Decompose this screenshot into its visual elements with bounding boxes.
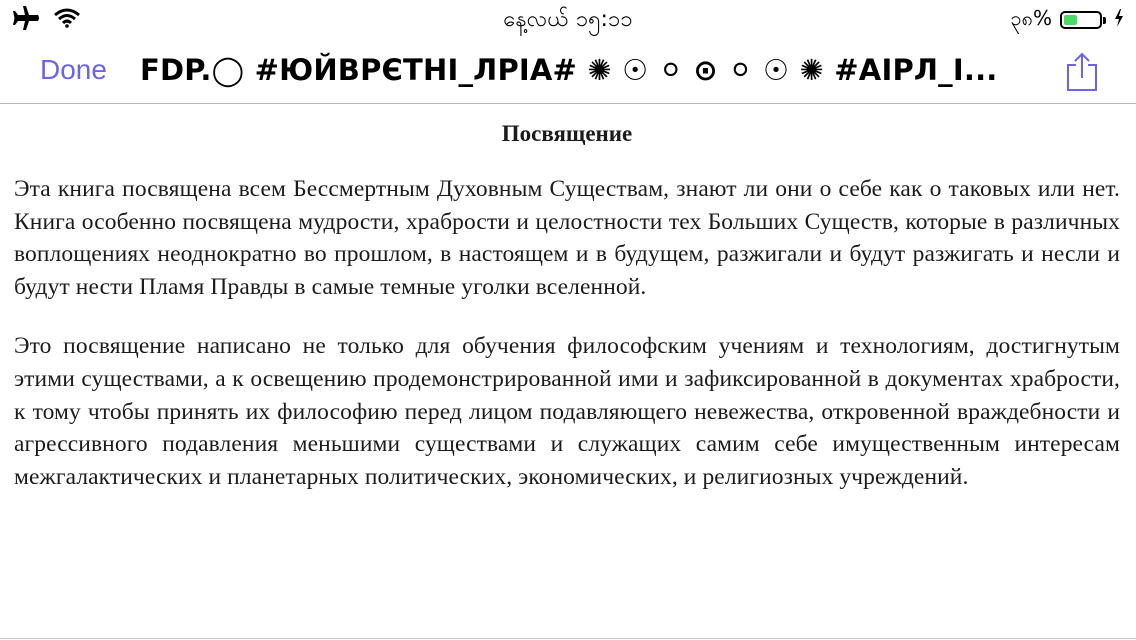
nav-bar: [0, 40, 1136, 104]
bottom-divider: [0, 638, 1136, 639]
status-time: နေ့လယ် ၁၅:၁၁: [503, 7, 633, 32]
battery-icon: [1060, 11, 1102, 29]
status-right-group: [1010, 4, 1124, 36]
status-bar: [0, 0, 1136, 40]
document-content: [14, 106, 1120, 636]
document-paragraph: Эта книга посвящена всем Бессмертным Духовным Существам, знают ли они о себе как о таковых или нет. Книга особенно посвящена мудрости, храбрости и целостности тех Больших Существ, которые в различных воплощениях неоднократно во прошлом, в настоящем и в будущем, разжигали и будут разжигать и несли и будут нести Пламя Правды в самые темные уголки вселенной.: [14, 176, 1120, 300]
document-title: FDP.◯ #ЮЙВРЄТНІ_ЛРІА# ✺ ☉ ⚪ ⊙ ⚪ ☉ ✺ #АІРЛ_І...: [140, 53, 998, 87]
battery-level-fill: [1064, 15, 1077, 25]
charging-bolt-icon: [1114, 8, 1124, 32]
battery-percent: ၃၈%: [1010, 6, 1052, 30]
document-paragraph: Это посвящение написано не только для обучения философским учениям и технологиям, достигнутым этими существами, а к освещению продемонстрированной ими и зафиксированной в документах храбрости, к тому чтобы принять их философию перед лицом подавляющего невежества, откровенной враждебности и агрессивного подавления меньшими существами и служащих самим себе имущественным интересам межгалактических и планетарных политических, экономических, и религиозных учреждений.: [14, 333, 1120, 490]
done-button[interactable]: Done: [40, 54, 107, 85]
document-heading: Посвящение: [501, 121, 633, 146]
share-icon[interactable]: [1064, 52, 1100, 92]
